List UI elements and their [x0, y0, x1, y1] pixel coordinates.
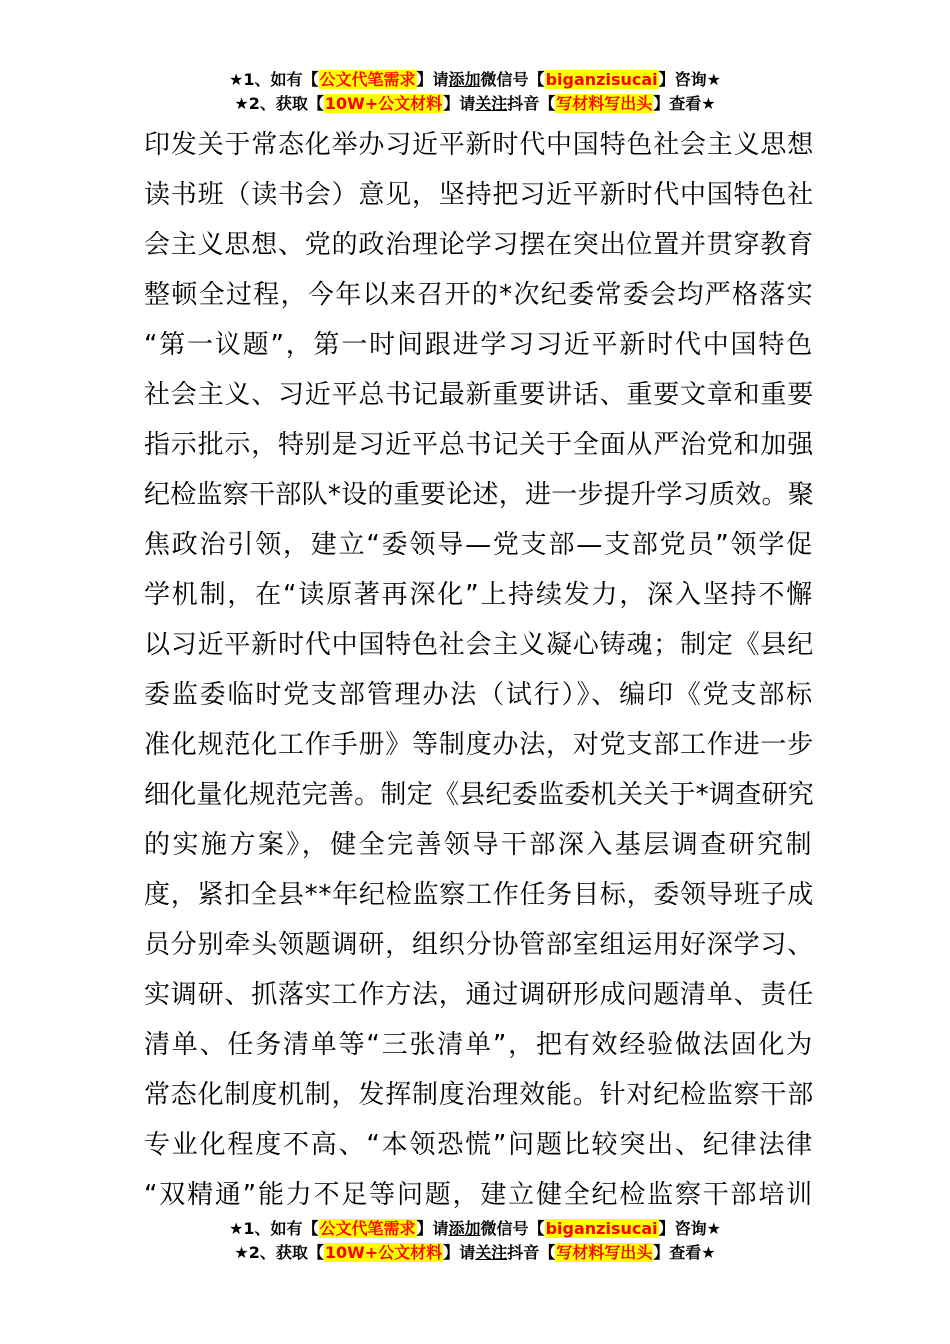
body-line: 的实施方案》，健全完善领导干部深入基层调查研究制 [144, 830, 814, 860]
highlight-douyin-account: 写材料写出头 [556, 1243, 653, 1262]
body-line: 印发关于常态化举办习近平新时代中国特色社会主义思想 [144, 130, 815, 160]
banner-emphasis: 关注 [475, 1243, 508, 1262]
body-line: 社会主义、习近平总书记最新重要讲话、重要文章和重要 [144, 380, 815, 410]
body-line: 以习近平新时代中国特色社会主义凝心铸魂；制定《县纪 [144, 630, 815, 660]
body-line: “第一议题”，第一时间跟进学习习近平新时代中国特色 [144, 330, 814, 360]
banner-text: 抖音【 [507, 1243, 556, 1262]
banner-text: 微信号【 [480, 1219, 545, 1238]
header-banner-line-2 [0, 92, 950, 116]
body-line: 指示批示，特别是习近平总书记关于全面从严治党和加强 [144, 430, 815, 460]
banner-text: 】请 [416, 1219, 449, 1238]
highlight-materials: 10W+公文材料 [324, 94, 443, 113]
header-banner [0, 68, 950, 116]
body-line: “双精通”能力不足等问题，建立健全纪检监察干部培训 [144, 1180, 814, 1210]
highlight-service: 公文代笔需求 [319, 70, 416, 89]
footer-banner [0, 1217, 950, 1265]
banner-text: 抖音【 [507, 94, 556, 113]
body-line: 细化量化规范完善。制定《县纪委监委机关关于*调查研究 [144, 780, 814, 810]
highlight-wechat-id: biganzisucai [545, 70, 658, 89]
body-line: 实调研、抓落实工作方法，通过调研形成问题清单、责任 [144, 980, 815, 1010]
body-line: 学机制，在“读原著再深化”上持续发力，深入坚持不懈 [144, 580, 814, 610]
banner-emphasis: 关注 [475, 94, 508, 113]
body-line: 焦政治引领，建立“委领导—党支部—支部党员”领学促 [144, 530, 814, 560]
banner-text: 】请 [443, 94, 476, 113]
header-banner-line-1 [0, 68, 950, 92]
highlight-materials: 10W+公文材料 [324, 1243, 443, 1262]
banner-text: 】查看★ [653, 1243, 716, 1262]
banner-text: ★2、获取【 [234, 94, 324, 113]
banner-text: 微信号【 [480, 70, 545, 89]
body-line: 委监委临时党支部管理办法（试行）》、编印《党支部标 [144, 680, 815, 710]
banner-text: ★2、获取【 [234, 1243, 324, 1262]
banner-text: 】咨询★ [658, 1219, 721, 1238]
banner-text: ★1、如有【 [229, 70, 319, 89]
body-line: 员分别牵头领题调研，组织分协管部室组运用好深学习、 [144, 930, 815, 960]
banner-text: 】查看★ [653, 94, 716, 113]
document-body [144, 120, 814, 1220]
banner-text: ★1、如有【 [229, 1219, 319, 1238]
body-line: 常态化制度机制，发挥制度治理效能。针对纪检监察干部 [144, 1080, 815, 1110]
body-line: 整顿全过程，今年以来召开的*次纪委常委会均严格落实 [144, 280, 815, 310]
banner-emphasis: 添加 [448, 70, 481, 89]
body-line: 读书班（读书会）意见，坚持把习近平新时代中国特色社 [144, 180, 815, 210]
banner-text: 】咨询★ [658, 70, 721, 89]
highlight-service: 公文代笔需求 [319, 1219, 416, 1238]
body-line: 度，紧扣全县**年纪检监察工作任务目标，委领导班子成 [144, 880, 814, 910]
footer-banner-line-2 [0, 1241, 950, 1265]
highlight-wechat-id: biganzisucai [545, 1219, 658, 1238]
banner-text: 】请 [416, 70, 449, 89]
highlight-douyin-account: 写材料写出头 [556, 94, 653, 113]
body-line: 纪检监察干部队*设的重要论述，进一步提升学习质效。聚 [144, 480, 814, 510]
body-line: 准化规范化工作手册》等制度办法，对党支部工作进一步 [144, 730, 815, 760]
body-line: 清单、任务清单等“三张清单”，把有效经验做法固化为 [144, 1030, 814, 1060]
body-line: 专业化程度不高、“本领恐慌”问题比较突出、纪律法律 [144, 1130, 814, 1160]
banner-emphasis: 添加 [448, 1219, 481, 1238]
body-line: 会主义思想、党的政治理论学习摆在突出位置并贯穿教育 [144, 230, 815, 260]
footer-banner-line-1 [0, 1217, 950, 1241]
banner-text: 】请 [443, 1243, 476, 1262]
